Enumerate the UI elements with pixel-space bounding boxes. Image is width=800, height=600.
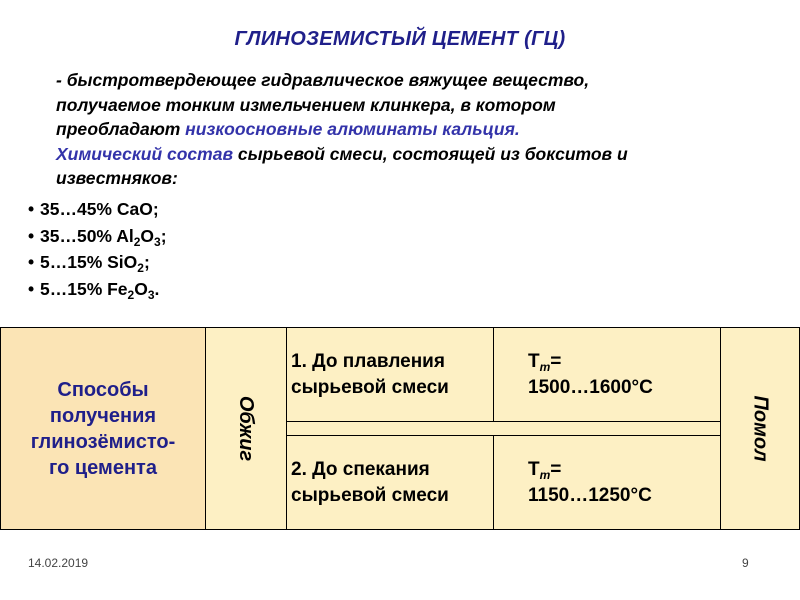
composition-item-cao	[28, 196, 428, 223]
method-2-cell	[286, 435, 494, 530]
slide-number: 9	[742, 556, 749, 570]
temperature-1-cell	[493, 327, 721, 422]
method-1-line-2: сырьевой смеси	[291, 376, 449, 398]
temp-symbol: T	[528, 458, 540, 480]
definition-highlight-composition: Химический состав	[56, 143, 234, 164]
subscript: 2	[127, 287, 135, 302]
bullet-icon: •	[28, 278, 35, 299]
definition-line-1: - быстротвердеющее гидравлическое вяжущее вещество,	[56, 70, 590, 90]
methods-label-line: глинозёмисто-	[30, 430, 176, 453]
temp-equals: =	[550, 350, 562, 372]
methods-label-line: получения	[49, 404, 157, 427]
production-methods-table	[0, 327, 800, 530]
temperature-1-formula	[528, 349, 720, 375]
composition-text: O	[140, 225, 155, 246]
composition-text: .	[154, 278, 160, 299]
methods-label-cell	[0, 327, 206, 530]
temp-subscript: m	[539, 467, 551, 482]
temp-equals: =	[550, 458, 562, 480]
composition-text: 35…45% CaO;	[40, 199, 159, 219]
composition-text: 5…15% Fe	[40, 278, 128, 299]
bullet-icon: •	[28, 252, 35, 272]
composition-text: O	[134, 278, 148, 299]
composition-item-fe2o3	[28, 276, 428, 303]
subscript: 3	[147, 287, 155, 302]
composition-item-sio2	[28, 249, 428, 276]
composition-list	[28, 196, 428, 302]
temperature-2-cell	[493, 435, 721, 530]
separator-row	[286, 421, 721, 436]
method-2-line-1: 2. До спекания	[291, 458, 430, 480]
methods-label-line: го цемента	[49, 456, 157, 479]
definition-highlight-aluminates: низкоосновные алюминаты кальция.	[185, 119, 520, 139]
method-1-cell	[286, 327, 494, 422]
composition-text: 5…15% SiO	[40, 252, 138, 272]
definition-line-3	[56, 117, 796, 142]
firing-label: Обжиг	[235, 395, 258, 462]
composition-text: ;	[160, 225, 167, 246]
composition-item-al2o3	[28, 223, 428, 250]
definition-line-4-plain: сырьевой смеси, состоящей из бокситов и	[233, 143, 628, 164]
slide-date: 14.02.2019	[28, 556, 89, 570]
definition-line-4	[56, 142, 796, 167]
definition-line-5: известняков:	[56, 168, 178, 188]
grinding-label: Помол	[749, 395, 772, 462]
composition-text: 35…50% Al	[40, 225, 134, 246]
method-2-line-2: сырьевой смеси	[291, 484, 449, 506]
subscript: 2	[137, 261, 144, 275]
definition-line-3-plain: преобладают	[56, 119, 186, 139]
methods-label-line: Способы	[57, 378, 149, 401]
bullet-icon: •	[28, 199, 35, 219]
grinding-cell	[720, 327, 800, 530]
temp-symbol: T	[528, 350, 540, 372]
definition-text	[56, 68, 796, 191]
temperature-1-range: 1500…1600°C	[528, 376, 653, 398]
subscript: 3	[154, 234, 161, 249]
page-title: ГЛИНОЗЕМИСТЫЙ ЦЕМЕНТ (ГЦ)	[234, 28, 566, 50]
bullet-icon: •	[28, 225, 35, 246]
temperature-2-range: 1150…1250°C	[528, 484, 652, 506]
methods-label	[31, 377, 176, 481]
subscript: 2	[133, 234, 141, 249]
firing-cell	[205, 327, 287, 530]
temp-subscript: m	[539, 359, 551, 374]
composition-text: ;	[143, 252, 150, 272]
temperature-2-formula	[528, 457, 720, 483]
method-1-line-1: 1. До плавления	[291, 350, 445, 372]
definition-line-2: получаемое тонким измельчением клинкера, в котором	[56, 94, 556, 115]
